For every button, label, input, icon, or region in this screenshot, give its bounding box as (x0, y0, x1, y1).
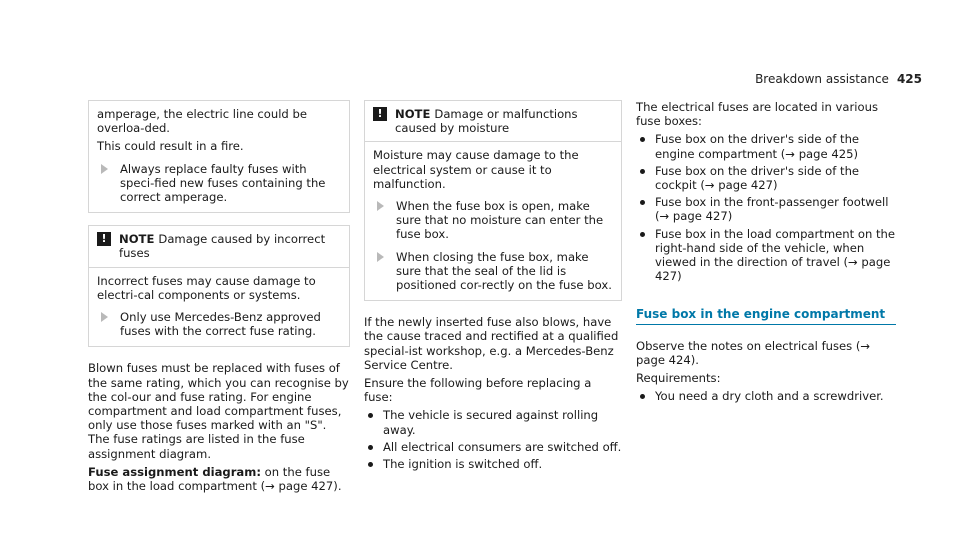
list-item: The vehicle is secured against rolling away. (364, 408, 622, 436)
bullet-icon (640, 394, 645, 399)
note-text: Incorrect fuses may cause damage to electri-cal components or systems. (97, 273, 316, 302)
paragraph-ensure: Ensure the following before replacing a fuse: (364, 376, 592, 405)
paragraph-fuse-boxes: The electrical fuses are located in various fuse boxes: (636, 100, 878, 129)
note-title: Damage or malfunctions caused by moisture (395, 107, 578, 136)
step-text: Only use Mercedes-Benz approved fuses with the correct fuse rating. (120, 310, 321, 339)
step-arrow-icon (377, 252, 384, 262)
step-arrow-icon (101, 312, 108, 322)
bullet-icon (640, 200, 645, 205)
bullet-icon (368, 445, 373, 450)
note-label: NOTE (119, 232, 155, 247)
step-text: When the fuse box is open, make sure that no moisture can enter the fuse box. (396, 199, 604, 242)
page-header (755, 72, 922, 86)
note-moisture (364, 100, 622, 301)
warning-step (97, 162, 341, 205)
paragraph-observe: Observe the notes on electrical fuses (→ page 424). (636, 338, 871, 367)
page-number: 425 (896, 72, 922, 86)
list-item: The ignition is switched off. (364, 457, 622, 471)
list-item: You need a dry cloth and a screwdriver. (636, 389, 896, 403)
note-step-1 (373, 199, 613, 242)
warning-text: amperage, the electric line could be overloa-ded. (97, 107, 307, 136)
section-title: Breakdown assistance (755, 72, 889, 86)
note-body (364, 142, 622, 301)
fuse-diagram-text: on the fuse box in the load compartment (→ page 427). (88, 464, 342, 494)
list-item: All electrical consumers are switched off. (364, 440, 622, 454)
step-arrow-icon (101, 164, 108, 174)
note-label: NOTE (395, 107, 431, 121)
list-item: Fuse box in the load compartment on the right-hand side of the vehicle, when viewed in the direction of travel (→ page 427) (636, 227, 896, 284)
note-header (364, 100, 622, 142)
paragraph-fuse-diagram (88, 465, 350, 493)
warning-box-continued (88, 100, 350, 213)
note-header (88, 225, 350, 267)
list-item: Fuse box on the driver's side of the cockpit (→ page 427) (636, 164, 896, 192)
column-3 (636, 100, 896, 403)
note-title: Damage caused by incorrect fuses (119, 232, 326, 261)
paragraph-requirements: Requirements: (636, 371, 721, 386)
bullet-icon (368, 413, 373, 418)
list-item: Fuse box in the front-passenger footwell (→ page 427) (636, 195, 896, 223)
column-2 (364, 100, 622, 471)
paragraph-blown-fuses: Blown fuses must be replaced with fuses of the same rating, which you can recognise by the col-our and fuse rating. For engine compartment and load compartment fuses, only use those fuses marked with an "S". The fuse ratings are listed in the fuse assignment diagram. (88, 361, 349, 461)
note-step (97, 310, 341, 338)
exclamation-icon: ! (373, 107, 387, 121)
list-item: Fuse box on the driver's side of the engine compartment (→ page 425) (636, 132, 896, 160)
note-incorrect-fuses (88, 225, 350, 347)
bullet-icon (640, 169, 645, 174)
bullet-icon (368, 462, 373, 467)
note-text: Moisture may cause damage to the electrical system or cause it to malfunction. (373, 148, 579, 191)
step-arrow-icon (377, 201, 384, 211)
warning-text-2: This could result in a fire. (97, 139, 244, 154)
step-text: Always replace faulty fuses with speci-fied new fuses containing the correct amperage. (120, 161, 326, 205)
step-text: When closing the fuse box, make sure that the seal of the lid is positioned cor-rectly on the fuse box. (396, 249, 612, 293)
section-heading: Fuse box in the engine compartment (636, 307, 896, 324)
bullet-icon (640, 137, 645, 142)
bullet-icon (640, 232, 645, 237)
note-step-2 (373, 250, 613, 293)
paragraph-fuse-blows: If the newly inserted fuse also blows, have the cause traced and rectified at a qualified special-ist workshop, e.g. a Mercedes-Benz Service Centre. (364, 315, 619, 372)
exclamation-icon: ! (97, 232, 111, 246)
note-body (88, 268, 350, 348)
fuse-diagram-label: Fuse assignment diagram: (88, 464, 261, 479)
column-1 (88, 100, 350, 497)
